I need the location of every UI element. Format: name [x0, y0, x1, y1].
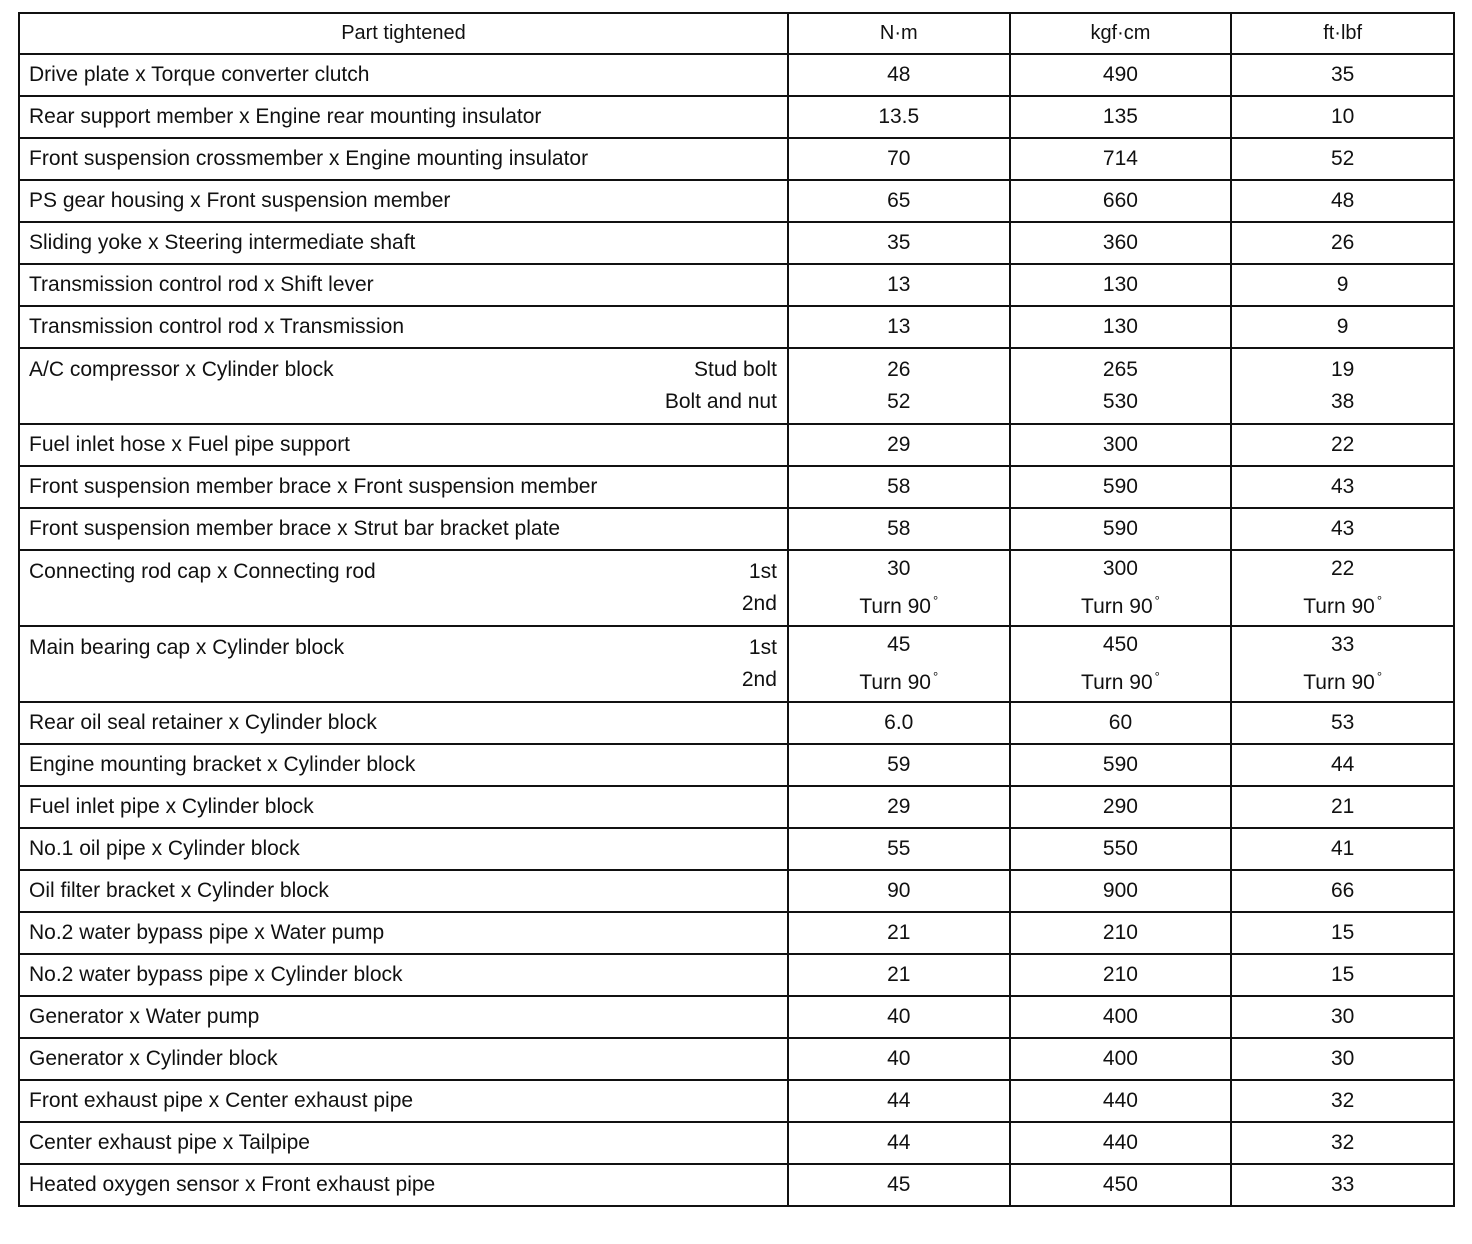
value-step1: 19: [1330, 358, 1355, 381]
value-step1: 30: [887, 557, 911, 580]
ft-cell: 44: [1231, 744, 1454, 786]
table-row: [19, 424, 1454, 466]
step-label-2: 2nd: [741, 668, 777, 691]
table-row: [19, 786, 1454, 828]
nm-cell: 44: [788, 1080, 1010, 1122]
part-name: Main bearing cap x Cylinder block: [29, 636, 345, 659]
nm-cell: 29: [788, 786, 1010, 828]
ft-cell: 41: [1231, 828, 1454, 870]
nm-cell: 58: [788, 466, 1010, 508]
header-part: Part tightened: [19, 13, 788, 54]
part-cell: Fuel inlet pipe x Cylinder block: [19, 786, 788, 828]
part-cell: No.1 oil pipe x Cylinder block: [19, 828, 788, 870]
table-row: [19, 180, 1454, 222]
ft-cell: 43: [1231, 508, 1454, 550]
part-cell: PS gear housing x Front suspension member: [19, 180, 788, 222]
table-row: [19, 954, 1454, 996]
part-cell: Oil filter bracket x Cylinder block: [19, 870, 788, 912]
header-ft: ft·lbf: [1231, 13, 1454, 54]
nm-cell: 58: [788, 508, 1010, 550]
nm-cell: [788, 550, 1010, 626]
nm-cell: 48: [788, 54, 1010, 96]
part-cell: Generator x Cylinder block: [19, 1038, 788, 1080]
part-cell: Heated oxygen sensor x Front exhaust pipe: [19, 1164, 788, 1206]
ft-cell: 52: [1231, 138, 1454, 180]
part-cell: Front exhaust pipe x Center exhaust pipe: [19, 1080, 788, 1122]
nm-cell: 13.5: [788, 96, 1010, 138]
kgf-cell: 130: [1010, 264, 1232, 306]
ft-cell: [1231, 550, 1454, 626]
part-cell: Engine mounting bracket x Cylinder block: [19, 744, 788, 786]
value-step1: 45: [887, 633, 911, 656]
degree-symbol: °: [1376, 669, 1383, 684]
table-row: [19, 96, 1454, 138]
part-cell: Rear support member x Engine rear mounting insulator: [19, 96, 788, 138]
kgf-cell: [1010, 626, 1232, 702]
ft-cell: [1231, 626, 1454, 702]
kgf-cell: 440: [1010, 1122, 1232, 1164]
table-row: [19, 138, 1454, 180]
nm-cell: 13: [788, 264, 1010, 306]
table-row: [19, 1038, 1454, 1080]
kgf-cell: 300: [1010, 424, 1232, 466]
ft-cell: 33: [1231, 1164, 1454, 1206]
nm-cell: [788, 626, 1010, 702]
kgf-cell: 290: [1010, 786, 1232, 828]
degree-symbol: °: [932, 669, 939, 684]
value-step1: 300: [1102, 557, 1138, 580]
nm-cell: 21: [788, 954, 1010, 996]
kgf-cell: 714: [1010, 138, 1232, 180]
table-row: [19, 702, 1454, 744]
nm-cell: 59: [788, 744, 1010, 786]
degree-symbol: °: [1154, 593, 1160, 608]
ft-cell: 15: [1231, 912, 1454, 954]
ft-cell: 9: [1231, 306, 1454, 348]
kgf-cell: [1010, 550, 1232, 626]
nm-cell: 65: [788, 180, 1010, 222]
table-row: [19, 550, 1454, 626]
kgf-cell: 210: [1010, 954, 1232, 996]
ft-cell: [1231, 348, 1454, 424]
value-step2: 52: [887, 390, 911, 413]
table-row: [19, 508, 1454, 550]
ft-cell: 30: [1231, 1038, 1454, 1080]
nm-cell: 13: [788, 306, 1010, 348]
degree-symbol: °: [1154, 669, 1160, 684]
part-cell: Generator x Water pump: [19, 996, 788, 1038]
ft-cell: 9: [1231, 264, 1454, 306]
value-step1: 265: [1102, 358, 1138, 381]
ft-cell: 22: [1231, 424, 1454, 466]
table-row: [19, 996, 1454, 1038]
table-row: [19, 348, 1454, 424]
kgf-cell: 450: [1010, 1164, 1232, 1206]
part-cell: Front suspension member brace x Strut bar bracket plate: [19, 508, 788, 550]
part-cell: Sliding yoke x Steering intermediate shaft: [19, 222, 788, 264]
table-row: [19, 222, 1454, 264]
degree-symbol: °: [932, 593, 939, 608]
table-row: [19, 466, 1454, 508]
ft-cell: 21: [1231, 786, 1454, 828]
kgf-cell: 360: [1010, 222, 1232, 264]
nm-cell: 6.0: [788, 702, 1010, 744]
kgf-cell: 590: [1010, 466, 1232, 508]
table-row: [19, 744, 1454, 786]
kgf-cell: 210: [1010, 912, 1232, 954]
torque-spec-table: [18, 12, 1455, 1207]
part-cell: Rear oil seal retainer x Cylinder block: [19, 702, 788, 744]
table-row: [19, 870, 1454, 912]
ft-cell: 32: [1231, 1122, 1454, 1164]
table-row: [19, 1164, 1454, 1206]
kgf-cell: 135: [1010, 96, 1232, 138]
part-cell: [19, 550, 788, 626]
ft-cell: 15: [1231, 954, 1454, 996]
kgf-cell: 130: [1010, 306, 1232, 348]
value-step2: Turn 90: [1081, 595, 1153, 618]
table-row: [19, 1122, 1454, 1164]
value-step2: 530: [1102, 390, 1138, 413]
part-cell: Transmission control rod x Shift lever: [19, 264, 788, 306]
kgf-cell: 400: [1010, 1038, 1232, 1080]
part-cell: Front suspension crossmember x Engine mounting insulator: [19, 138, 788, 180]
nm-cell: 40: [788, 996, 1010, 1038]
part-cell: [19, 626, 788, 702]
value-step2: 38: [1330, 390, 1355, 413]
part-cell: No.2 water bypass pipe x Cylinder block: [19, 954, 788, 996]
part-cell: Front suspension member brace x Front suspension member: [19, 466, 788, 508]
table-row: [19, 264, 1454, 306]
step-label-2: 2nd: [741, 592, 777, 615]
table-row: [19, 54, 1454, 96]
nm-cell: 35: [788, 222, 1010, 264]
header-kgf: kgf·cm: [1010, 13, 1232, 54]
value-step2: Turn 90: [1081, 671, 1153, 694]
kgf-cell: 440: [1010, 1080, 1232, 1122]
step-label-1: 1st: [748, 560, 777, 583]
nm-cell: 44: [788, 1122, 1010, 1164]
kgf-cell: 900: [1010, 870, 1232, 912]
kgf-cell: 550: [1010, 828, 1232, 870]
nm-cell: 29: [788, 424, 1010, 466]
value-step2: Turn 90: [859, 595, 931, 618]
table-row: [19, 1080, 1454, 1122]
ft-cell: 10: [1231, 96, 1454, 138]
nm-cell: 21: [788, 912, 1010, 954]
step-label-1: Stud bolt: [694, 358, 777, 381]
ft-cell: 43: [1231, 466, 1454, 508]
nm-cell: 70: [788, 138, 1010, 180]
part-name: Connecting rod cap x Connecting rod: [29, 560, 376, 583]
table-row: [19, 626, 1454, 702]
part-cell: Center exhaust pipe x Tailpipe: [19, 1122, 788, 1164]
ft-cell: 48: [1231, 180, 1454, 222]
table-row: [19, 828, 1454, 870]
kgf-cell: 590: [1010, 508, 1232, 550]
kgf-cell: 590: [1010, 744, 1232, 786]
ft-cell: 66: [1231, 870, 1454, 912]
kgf-cell: 660: [1010, 180, 1232, 222]
part-cell: No.2 water bypass pipe x Water pump: [19, 912, 788, 954]
nm-cell: 90: [788, 870, 1010, 912]
kgf-cell: 400: [1010, 996, 1232, 1038]
step-label-2: Bolt and nut: [664, 390, 777, 413]
value-step1: 26: [887, 358, 911, 381]
value-step2: Turn 90: [1303, 671, 1375, 694]
table-row: [19, 306, 1454, 348]
nm-cell: 55: [788, 828, 1010, 870]
value-step1: 33: [1330, 633, 1355, 656]
table-row: [19, 912, 1454, 954]
part-cell: [19, 348, 788, 424]
degree-symbol: °: [1376, 593, 1383, 608]
value-step2: Turn 90: [1303, 595, 1375, 618]
value-step1: 450: [1102, 633, 1138, 656]
header-nm: N·m: [788, 13, 1010, 54]
ft-cell: 35: [1231, 54, 1454, 96]
part-name: A/C compressor x Cylinder block: [29, 358, 334, 381]
kgf-cell: [1010, 348, 1232, 424]
value-step1: 22: [1330, 557, 1355, 580]
nm-cell: 40: [788, 1038, 1010, 1080]
ft-cell: 26: [1231, 222, 1454, 264]
kgf-cell: 490: [1010, 54, 1232, 96]
header-row: [19, 13, 1454, 54]
part-cell: Transmission control rod x Transmission: [19, 306, 788, 348]
kgf-cell: 60: [1010, 702, 1232, 744]
ft-cell: 32: [1231, 1080, 1454, 1122]
step-label-1: 1st: [748, 636, 777, 659]
part-cell: Drive plate x Torque converter clutch: [19, 54, 788, 96]
ft-cell: 53: [1231, 702, 1454, 744]
ft-cell: 30: [1231, 996, 1454, 1038]
part-cell: Fuel inlet hose x Fuel pipe support: [19, 424, 788, 466]
value-step2: Turn 90: [859, 671, 931, 694]
nm-cell: 45: [788, 1164, 1010, 1206]
nm-cell: [788, 348, 1010, 424]
